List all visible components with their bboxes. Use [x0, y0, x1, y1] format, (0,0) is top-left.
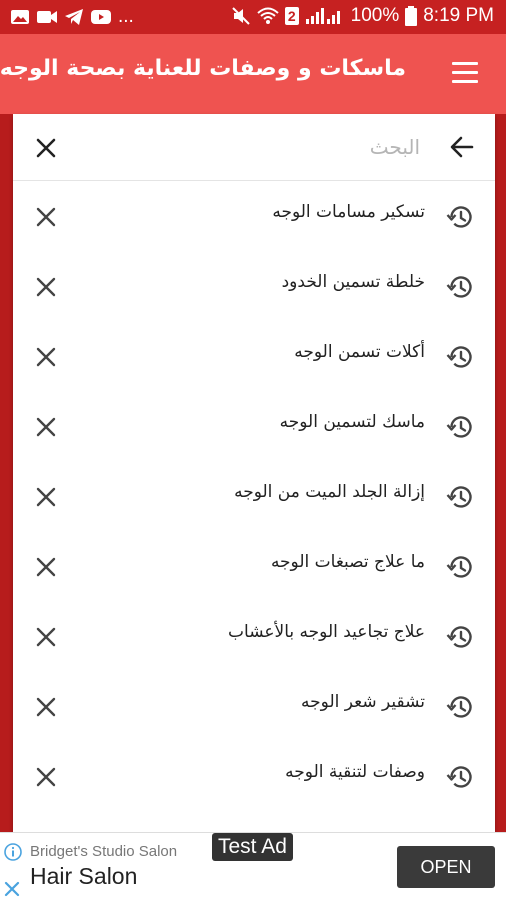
remove-icon[interactable]: [31, 412, 61, 442]
clock: 8:19 PM: [423, 5, 494, 26]
history-item[interactable]: [13, 181, 495, 251]
history-item[interactable]: [13, 741, 495, 811]
search-bar: [13, 114, 495, 181]
remove-icon[interactable]: [31, 272, 61, 302]
history-icon: [445, 552, 475, 582]
history-icon: [445, 762, 475, 792]
search-input[interactable]: [93, 128, 422, 166]
telegram-icon: [64, 8, 84, 26]
remove-icon[interactable]: [31, 762, 61, 792]
history-item[interactable]: [13, 251, 495, 321]
status-bar: [0, 0, 506, 34]
ad-banner[interactable]: [0, 832, 506, 901]
test-ad-label: Test Ad: [212, 833, 293, 861]
youtube-icon: [90, 9, 112, 25]
remove-icon[interactable]: [31, 202, 61, 232]
battery-percent: 100%: [350, 5, 400, 26]
remove-icon[interactable]: [31, 342, 61, 372]
history-item-label: ماسك لتسمين الوجه: [279, 412, 425, 432]
search-panel: [13, 114, 495, 832]
close-icon[interactable]: [31, 133, 61, 163]
more-notifications: ...: [118, 6, 134, 27]
history-item[interactable]: [13, 321, 495, 391]
arrow-back-icon[interactable]: [447, 132, 477, 162]
history-item[interactable]: [13, 531, 495, 601]
history-item-label: خلطة تسمين الخدود: [281, 272, 425, 292]
history-icon: [445, 482, 475, 512]
info-icon[interactable]: [4, 843, 22, 861]
history-item-label: وصفات لتنقية الوجه: [285, 762, 425, 782]
remove-icon[interactable]: [31, 622, 61, 652]
background-strip-left: [0, 114, 13, 832]
remove-icon[interactable]: [31, 552, 61, 582]
search-history-list: [13, 181, 495, 811]
ad-close-icon[interactable]: [4, 881, 20, 897]
ad-open-button[interactable]: OPEN: [397, 846, 495, 888]
history-item-label: تشقير شعر الوجه: [301, 692, 425, 712]
wifi-icon: [257, 7, 279, 25]
history-item[interactable]: [13, 391, 495, 461]
history-item-label: تسكير مسامات الوجه: [272, 202, 425, 222]
history-item[interactable]: [13, 601, 495, 671]
remove-icon[interactable]: [31, 482, 61, 512]
ad-advertiser: Bridget's Studio Salon: [30, 843, 178, 860]
history-icon: [445, 202, 475, 232]
video-icon: [36, 9, 58, 25]
hamburger-menu-icon[interactable]: [452, 62, 480, 84]
history-icon: [445, 692, 475, 722]
app-bar: [0, 34, 506, 114]
history-item-label: أكلات تسمن الوجه: [294, 342, 425, 362]
battery-icon: [405, 6, 417, 26]
ad-headline: Hair Salon: [30, 863, 138, 889]
sim-badge: 2: [285, 7, 299, 25]
history-item[interactable]: [13, 671, 495, 741]
history-icon: [445, 412, 475, 442]
mute-icon: [231, 7, 251, 25]
history-icon: [445, 622, 475, 652]
status-notifications: [10, 6, 134, 28]
app-title: ماسكات و وصفات للعناية بصحة الوجه: [0, 56, 406, 81]
history-item-label: علاج تجاعيد الوجه بالأعشاب: [228, 622, 425, 642]
background-strip-right: [495, 114, 506, 832]
history-icon: [445, 342, 475, 372]
status-system: [231, 5, 494, 27]
history-icon: [445, 272, 475, 302]
history-item-label: ما علاج تصبغات الوجه: [270, 552, 425, 572]
remove-icon[interactable]: [31, 692, 61, 722]
history-item[interactable]: [13, 461, 495, 531]
image-icon: [10, 9, 30, 25]
signal-icon: [305, 7, 345, 25]
history-item-label: إزالة الجلد الميت من الوجه: [234, 482, 425, 502]
